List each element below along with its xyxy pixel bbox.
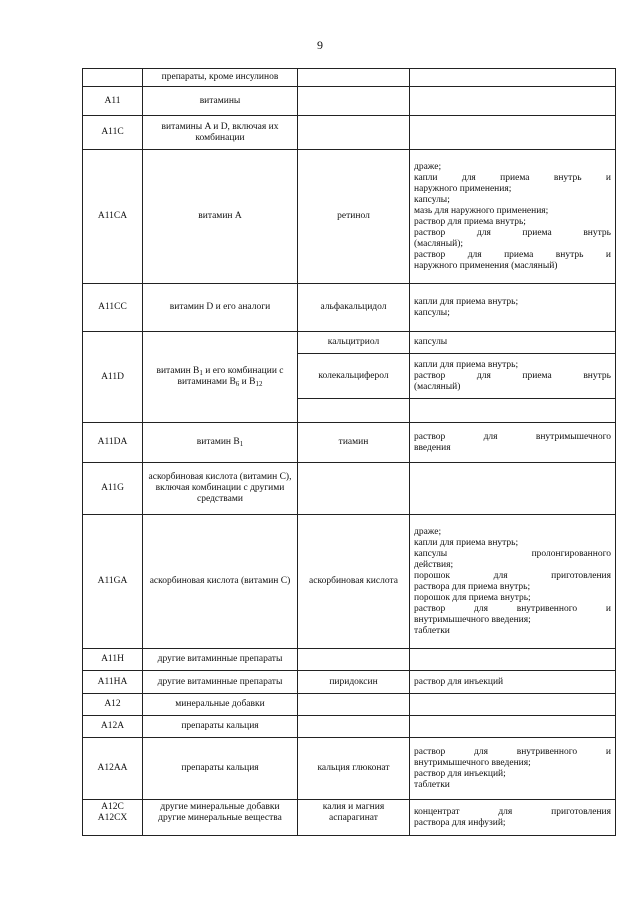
substance-name: ретинол bbox=[298, 150, 410, 284]
table-row bbox=[83, 671, 616, 694]
table-row bbox=[83, 738, 616, 800]
group-name: витамины bbox=[143, 87, 298, 116]
atc-code: A12A bbox=[83, 716, 143, 738]
atc-code: A11DA bbox=[83, 423, 143, 463]
substance-name: кальцитриол bbox=[298, 332, 410, 354]
group-name: другие минеральные добавки другие минеральные вещества bbox=[143, 800, 298, 836]
group-name: аскорбиновая кислота (витамин C) bbox=[143, 515, 298, 649]
dosage-forms: драже; капли для приема внутрь и наружного применения; капсулы; мазь для наружного применения; раствор для приема внутрь; раствор для приема внутрь (масляный); раствор для приема внутрь и наружного применения (масляный) bbox=[410, 150, 616, 284]
dosage-forms: капли для приема внутрь; капсулы; bbox=[410, 284, 616, 332]
group-name: препараты кальция bbox=[143, 738, 298, 800]
group-name: витамины A и D, включая их комбинации bbox=[143, 116, 298, 150]
dosage-forms: раствор для внутривенного и внутримышечного введения; раствор для инъекций; таблетки bbox=[410, 738, 616, 800]
atc-code: A12C A12CX bbox=[83, 800, 143, 836]
substance-name: аскорбиновая кислота bbox=[298, 515, 410, 649]
table-row bbox=[83, 423, 616, 463]
table-row bbox=[83, 800, 616, 836]
table-row bbox=[83, 150, 616, 284]
atc-code: A11GA bbox=[83, 515, 143, 649]
substance-name: пиридоксин bbox=[298, 671, 410, 694]
atc-code: A11G bbox=[83, 463, 143, 515]
atc-code: A12AA bbox=[83, 738, 143, 800]
substance-name: кальция глюконат bbox=[298, 738, 410, 800]
table-row bbox=[83, 332, 616, 354]
table-row bbox=[83, 463, 616, 515]
dosage-forms: раствор для внутримышечного введения bbox=[410, 423, 616, 463]
table-row bbox=[83, 284, 616, 332]
atc-code: A11CC bbox=[83, 284, 143, 332]
atc-code: A11HA bbox=[83, 671, 143, 694]
medicines-table bbox=[82, 68, 616, 836]
dosage-forms: капли для приема внутрь; раствор для приема внутрь (масляный) bbox=[410, 354, 616, 399]
atc-code: A11C bbox=[83, 116, 143, 150]
atc-code: A11H bbox=[83, 649, 143, 671]
dosage-forms: драже; капли для приема внутрь; капсулы пролонгированного действия; порошок для приготовления раствора для приема внутрь; порошок для приема внутрь; раствор для внутривенного и внутримышечного введения; таблетки bbox=[410, 515, 616, 649]
group-name: другие витаминные препараты bbox=[143, 649, 298, 671]
table-row bbox=[83, 649, 616, 671]
group-name: другие витаминные препараты bbox=[143, 671, 298, 694]
page-number: 9 bbox=[317, 38, 323, 52]
group-name: витамин $B_1$ и его комбинации с витаминами $B_6$ и $B_{12}$ bbox=[143, 332, 298, 423]
atc-code: A12 bbox=[83, 694, 143, 716]
table-row bbox=[83, 694, 616, 716]
atc-code: A11CA bbox=[83, 150, 143, 284]
atc-code: A11D bbox=[83, 332, 143, 423]
group-name: витамин D и его аналоги bbox=[143, 284, 298, 332]
group-name: витамин $B_1$ bbox=[143, 423, 298, 463]
dosage-forms: капсулы bbox=[410, 332, 616, 354]
atc-code: A11 bbox=[83, 87, 143, 116]
table-row bbox=[83, 69, 616, 87]
table-row bbox=[83, 515, 616, 649]
substance-name: калия и магния аспарагинат bbox=[298, 800, 410, 836]
substance-name: тиамин bbox=[298, 423, 410, 463]
dosage-forms: концентрат для приготовления раствора для инфузий; bbox=[410, 800, 616, 836]
substance-name: альфакальцидол bbox=[298, 284, 410, 332]
table-row bbox=[83, 116, 616, 150]
group-name: витамин A bbox=[143, 150, 298, 284]
substance-name: колекальциферол bbox=[298, 354, 410, 399]
group-name: препараты, кроме инсулинов bbox=[143, 69, 298, 87]
atc-code bbox=[83, 69, 143, 87]
dosage-forms: раствор для инъекций bbox=[410, 671, 616, 694]
table-row bbox=[83, 87, 616, 116]
group-name: аскорбиновая кислота (витамин C), включая комбинации с другими средствами bbox=[143, 463, 298, 515]
group-name: минеральные добавки bbox=[143, 694, 298, 716]
table-row bbox=[83, 716, 616, 738]
group-name: препараты кальция bbox=[143, 716, 298, 738]
